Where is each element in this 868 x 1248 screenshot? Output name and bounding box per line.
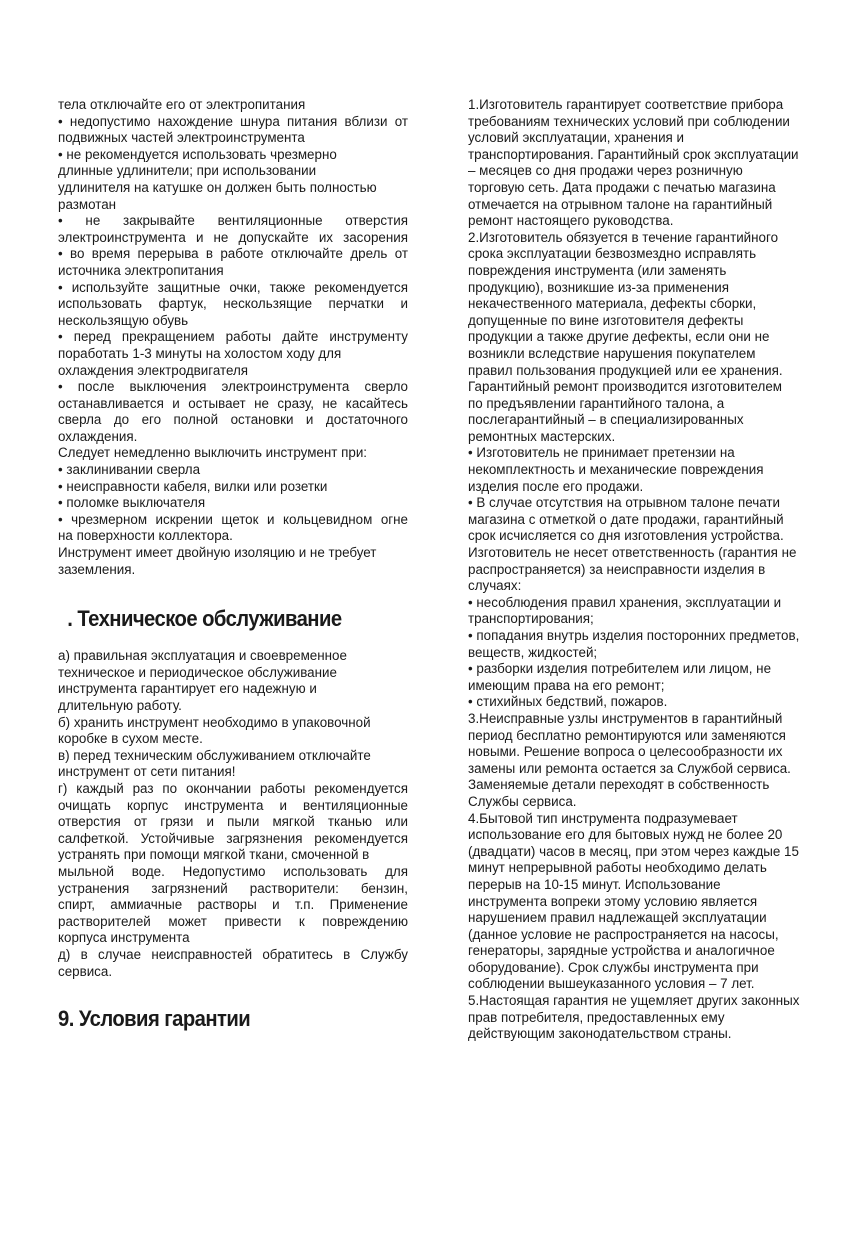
text-line: охлаждения электродвигателя [58, 362, 249, 378]
text-line: устранять при помощи мягкой ткани, смоченной в [58, 847, 370, 863]
text-line: нарушением правил надлежащей эксплуатации [468, 910, 767, 926]
text-line: (двадцати) часов в месяц, при этом через каждые 15 [468, 843, 799, 859]
text-line: очищать корпус инструмента и вентиляционные [58, 797, 408, 813]
text-line: • после выключения электроинструмента сверло [58, 379, 408, 395]
text-line: а) правильная эксплуатация и своевременное [58, 648, 347, 664]
text-line: электроинструмента и не допускайте их засорения [58, 229, 408, 245]
warranty-heading: 9. Условия гарантии [58, 1006, 251, 1032]
text-line: Инструмент имеет двойную изоляцию и не требует [58, 545, 377, 561]
text-line: • чрезмерном искрении щеток и кольцевидном огне [58, 511, 408, 527]
left-column [58, 97, 408, 1032]
maintenance-instructions [58, 648, 408, 980]
text-line: оборудование). Срок службы инструмента при [468, 959, 759, 975]
text-line: 2.Изготовитель обязуется в течение гарантийного [468, 229, 779, 245]
text-line: устранения загрязнений растворители: бензин, [58, 880, 408, 896]
text-line: инструмент от сети питания! [58, 764, 236, 780]
text-line: • стихийных бедствий, пожаров. [468, 694, 668, 710]
text-line: инструмента гарантирует его надежную и [58, 681, 317, 697]
text-line: срок исчисляется со дня изготовления устройства. [468, 528, 784, 544]
text-line: на поверхности коллектора. [58, 528, 233, 544]
text-line: б) хранить инструмент необходимо в упаковочной [58, 714, 371, 730]
text-line: в) перед техническим обслуживанием отключайте [58, 747, 371, 763]
text-line: Службы сервиса. [468, 793, 577, 809]
text-line: – месяцев со дня продажи через розничную [468, 163, 743, 179]
text-line: ремонт настоящего руководства. [468, 213, 674, 229]
text-line: случаях: [468, 578, 522, 594]
text-line: размотан [58, 196, 117, 212]
text-line: послегарантийный – в специализированных [468, 412, 744, 428]
text-line: 4.Бытовой тип инструмента подразумевает [468, 810, 738, 826]
maintenance-heading: . Техническое обслуживание [67, 606, 342, 632]
text-line: имеющим права на его ремонт; [468, 677, 665, 693]
text-line: поработать 1-3 минуты на холостом ходу для [58, 345, 342, 361]
text-line: длительную работу. [58, 698, 182, 713]
text-line: магазина с отметкой о дате продажи, гарантийный [468, 511, 784, 527]
text-line: охлаждения. [58, 428, 138, 444]
text-line: продукции а также другие дефекты, если они не [468, 329, 770, 345]
text-line: Изготовитель не несет ответственность (гарантия не [468, 545, 797, 561]
text-line: по предъявлении гарантийного талона, а [468, 395, 725, 411]
text-line: использовать фартук, нескользящие перчатки и [58, 296, 408, 312]
text-line: удлинителя на катушке он должен быть полностью [58, 179, 377, 195]
text-line: использование его для бытовых нужд не более 20 [468, 827, 783, 843]
text-line: • во время перерыва в работе отключайте дрель от [58, 246, 408, 262]
text-line: • заклинивании сверла [58, 462, 201, 478]
text-line: условий эксплуатации, хранения и [468, 130, 685, 146]
text-line: срока эксплуатации безвозмездно исправлять [468, 246, 757, 262]
text-line: • попадания внутрь изделия посторонних предметов, [468, 628, 800, 643]
text-line: генераторы, зарядные устройства и аналогичное [468, 943, 775, 959]
text-line: • используйте защитные очки, также рекомендуется [58, 279, 408, 295]
text-line: изделия после его продажи. [468, 478, 644, 494]
text-line: сверла до его полной остановки и достаточного [58, 412, 408, 428]
text-line: • недопустимо нахождение шнура питания вблизи от [58, 113, 408, 129]
text-line: действующим законодательством страны. [468, 1026, 732, 1042]
text-line: новыми. Решение вопроса о целесообразности их [468, 744, 783, 760]
text-line: • В случае отсутствия на отрывном талоне печати [468, 495, 780, 511]
text-line: • не рекомендуется использовать чрезмерно [58, 146, 337, 162]
text-line: источника электропитания [58, 262, 224, 278]
text-line: некачественного материала, дефекты сборки, [468, 296, 757, 312]
text-line: коробке в сухом месте. [58, 731, 203, 747]
text-line: прав потребителя, предоставленных ему [468, 1009, 725, 1025]
text-line: минут непрерывной работы необходимо делать [468, 860, 767, 876]
text-line: длинные удлинители; при использовании [58, 163, 317, 179]
text-line: требованиям технических условий при соблюдении [468, 113, 790, 129]
text-line: отмечается на отрывном талоне на гарантийный [468, 196, 773, 212]
text-line: перерыв на 10-15 минут. Использование [468, 876, 721, 892]
text-line: 1.Изготовитель гарантирует соответствие прибора [468, 97, 784, 112]
text-line: правил пользования продукцией или ее хранения. [468, 362, 783, 378]
text-line: транспортирования; [468, 611, 594, 627]
text-line: техническое и периодическое обслуживание [58, 664, 337, 680]
text-line: веществ, жидкостей; [468, 644, 598, 660]
right-column [468, 97, 822, 1043]
text-line: корпуса инструмента [58, 930, 190, 946]
text-line: замены или ремонта остается за Службой сервиса. [468, 760, 791, 776]
text-line: Гарантийный ремонт производится изготовителем [468, 379, 783, 395]
text-line: 3.Неисправные узлы инструментов в гарантийный [468, 710, 783, 726]
text-line: отверстия от грязи и пыли мягкой тканью или [58, 814, 408, 830]
text-line: • перед прекращением работы дайте инструменту [58, 329, 408, 345]
warranty-terms [468, 97, 822, 1043]
safety-instructions [58, 97, 408, 578]
text-line: допущенные по вине изготовителя дефекты [468, 312, 744, 328]
text-line: некомплектность и механические повреждения [468, 462, 764, 478]
text-line: 5.Настоящая гарантия не ущемляет других законных [468, 993, 800, 1009]
text-line: соблюдении вышеуказанного условия – 7 лет. [468, 976, 755, 992]
text-line: • разборки изделия потребителем или лицом, не [468, 661, 772, 677]
text-line: нескользящую обувь [58, 312, 189, 328]
text-line: ремонтных мастерских. [468, 428, 616, 444]
text-line: заземления. [58, 561, 136, 577]
text-line: • не закрывайте вентиляционные отверстия [58, 213, 408, 229]
text-line: распространяется) за неисправности изделия в [468, 561, 766, 577]
text-line: г) каждый раз по окончании работы рекомендуется [58, 780, 408, 796]
text-line: салфеткой. Устойчивые загрязнения рекомендуется [58, 830, 408, 846]
text-line: растворителей может привести к повреждению [58, 913, 408, 929]
text-line: повреждения инструмента (или заменять [468, 262, 727, 278]
text-line: останавливается и остывает не сразу, не касайтесь [58, 395, 408, 411]
text-line: инструмента вопреки этому условию является [468, 893, 758, 909]
text-line: • неисправности кабеля, вилки или розетки [58, 478, 328, 494]
text-line: тела отключайте его от электропитания [58, 97, 306, 112]
text-line: Заменяемые детали переходят в собственность [468, 777, 770, 793]
text-line: спирт, аммиачные растворы и т.п. Применение [58, 897, 408, 913]
text-line: Следует немедленно выключить инструмент при: [58, 445, 368, 461]
text-line: • несоблюдения правил хранения, эксплуатации и [468, 594, 782, 610]
text-line: подвижных частей электроинструмента [58, 130, 305, 146]
text-line: • поломке выключателя [58, 495, 206, 511]
text-line: • Изготовитель не принимает претензии на [468, 445, 735, 461]
text-line: торговую сеть. Дата продажи с печатью магазина [468, 179, 776, 195]
text-line: период бесплатно ремонтируются или заменяются [468, 727, 786, 743]
text-line: возникли вследствие нарушения покупателем [468, 345, 756, 361]
text-line: (данное условие не распространяется на насосы, [468, 926, 779, 942]
text-line: продукцию), возникшие из-за применения [468, 279, 730, 295]
text-line: д) в случае неисправностей обратитесь в Службу [58, 946, 408, 962]
text-line: сервиса. [58, 963, 113, 979]
text-line: транспортирования. Гарантийный срок эксплуатации [468, 146, 799, 162]
text-line: мыльной воде. Недопустимо использовать для [58, 863, 408, 879]
